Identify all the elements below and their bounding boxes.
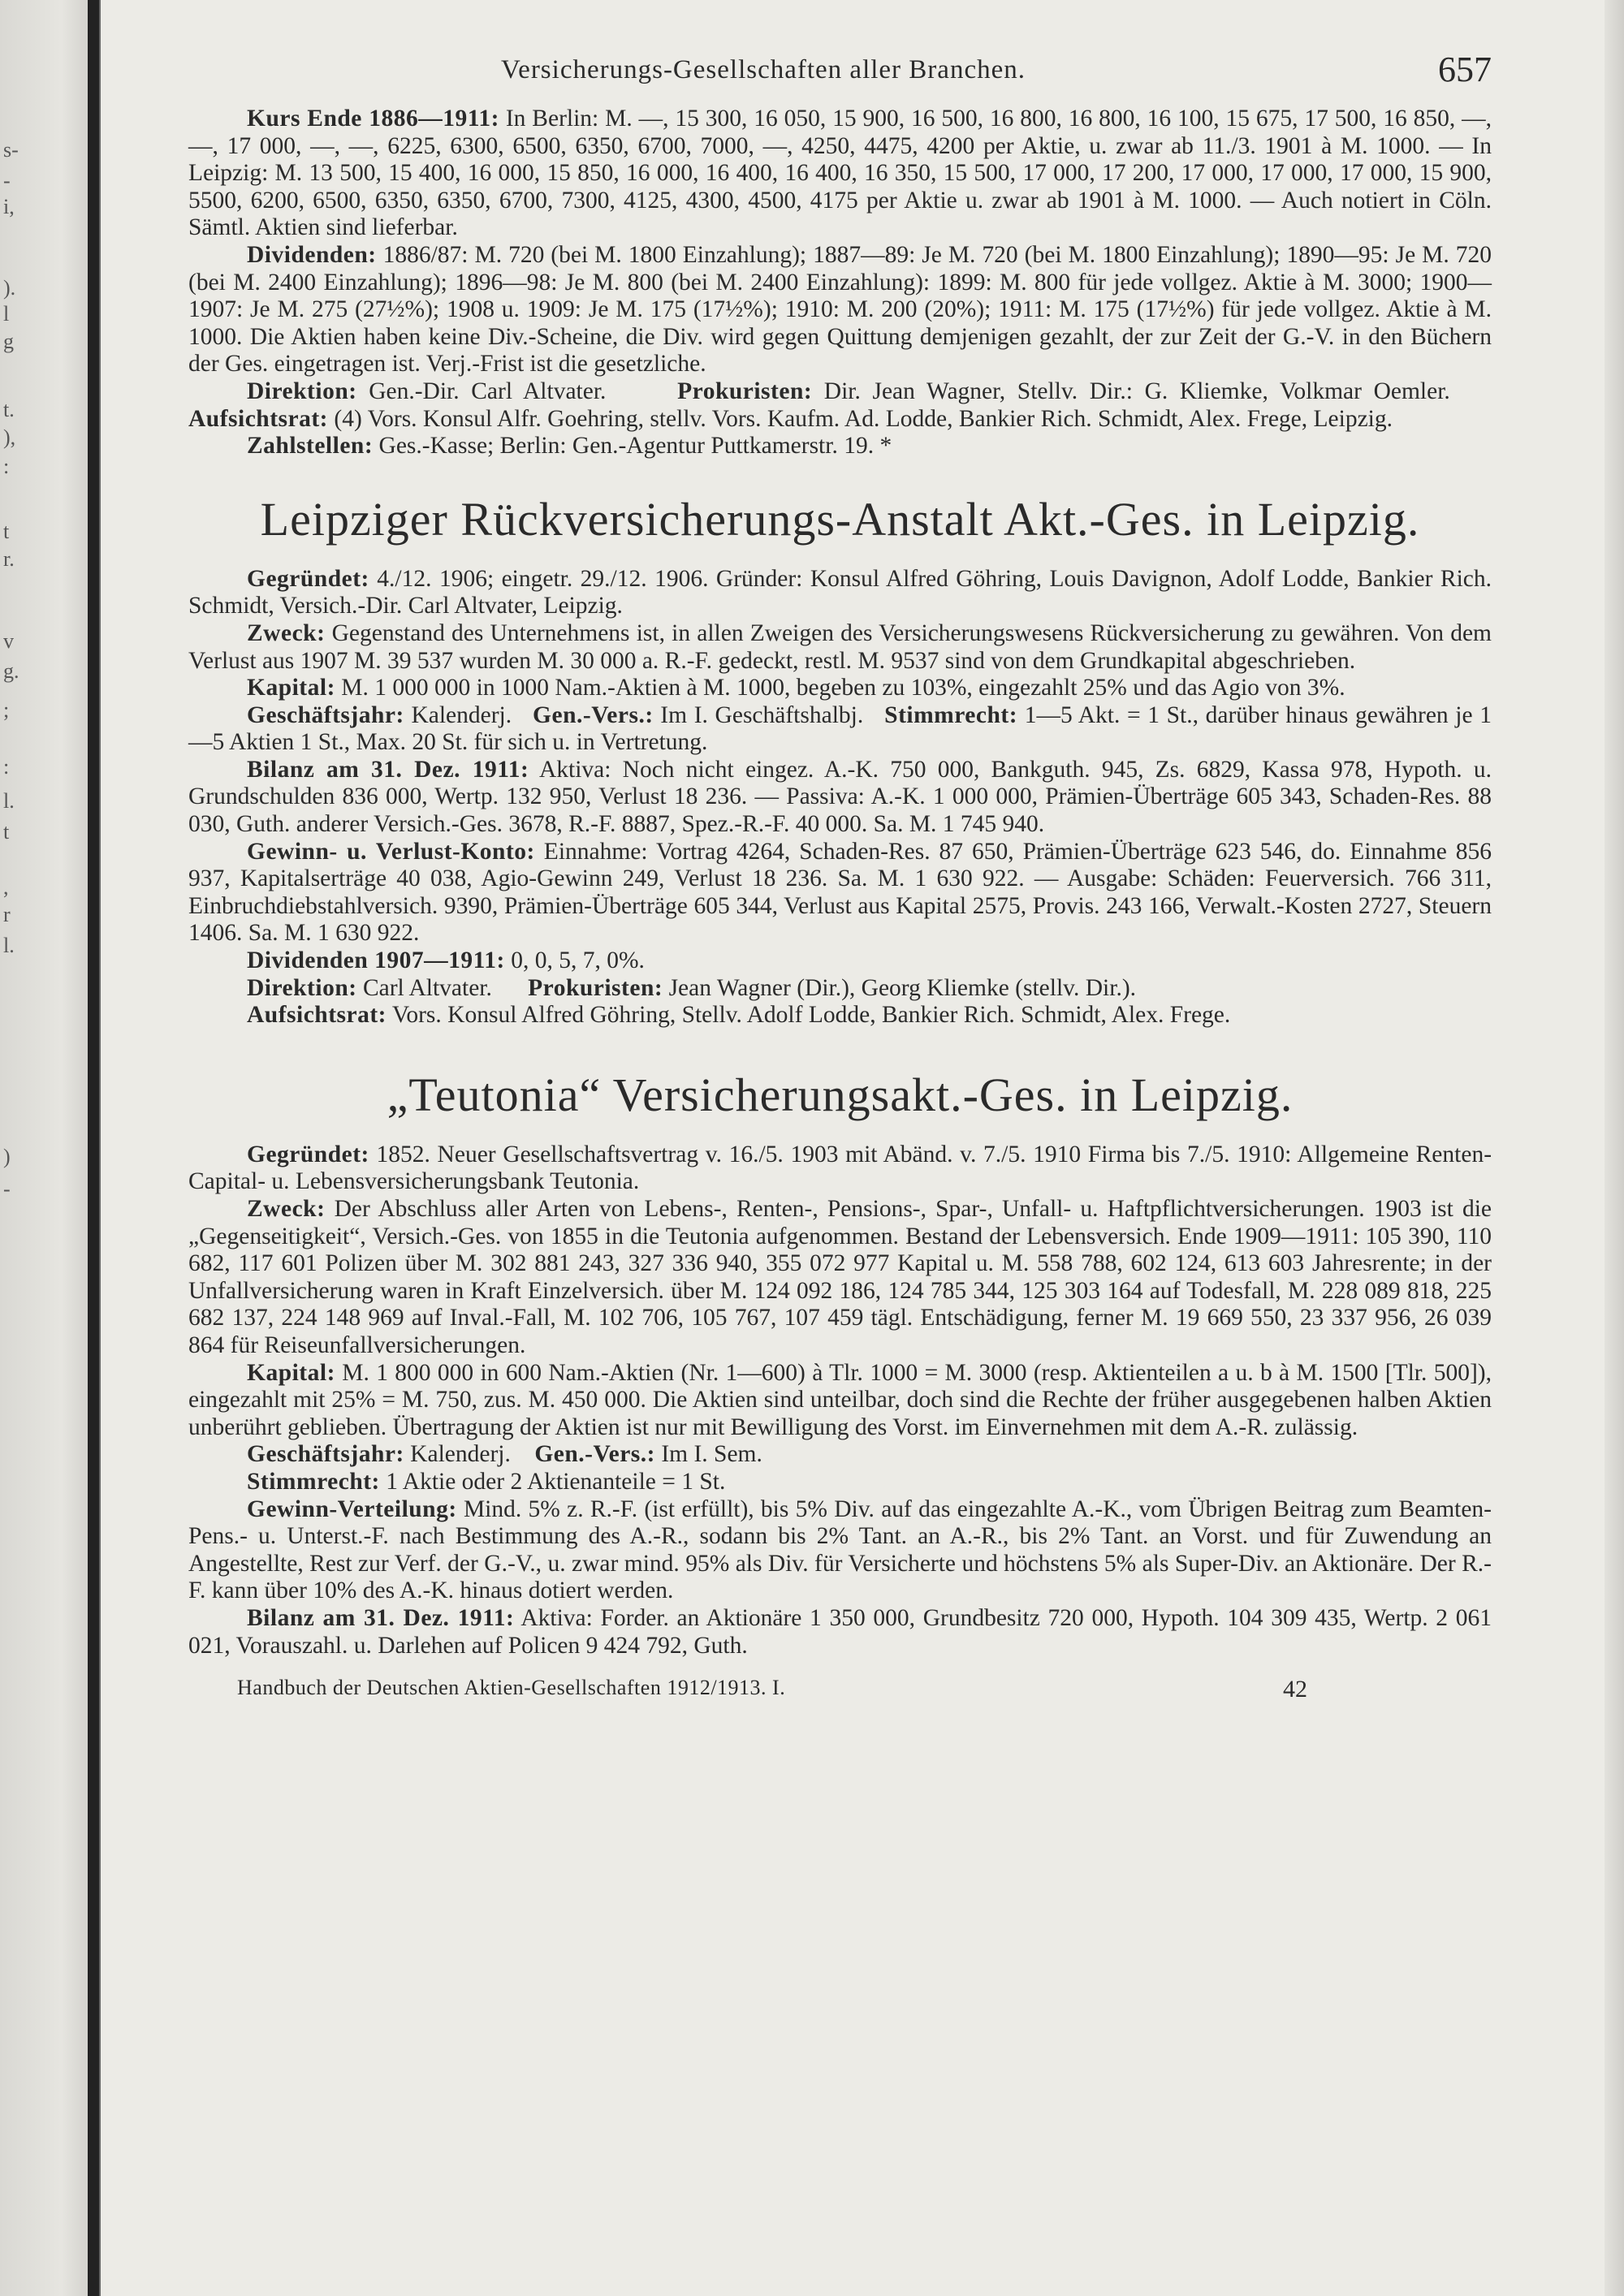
geschaeftsjahr-text: Kalenderj. — [411, 701, 512, 728]
bilanz-text: Aktiva: Noch nicht eingez. A.-K. 750 000, Bankguth. 945, Zs. 6829, Kassa 978, Hypoth. u. Grundschulden 836 000, Wertp. 132 950, Verlust 18 236. — Passiva: A.-K. 1 000 000, Prämien-Überträge 605 343, Schaden-Res. 88 030, Guth. anderer Versich.-Ges. 3678, R.-F. 8887, Spez.-R.-F. 40 000. Sa. M. 1 745 940. — [188, 756, 1492, 838]
aufsichtsrat-text: (4) Vors. Konsul Alfr. Goehring, stellv. Vors. Kaufm. Ad. Lodde, Bankier Rich. Schmidt, Alex. Frege, Leipzig. — [334, 405, 1393, 432]
bilanz-paragraph — [188, 757, 1492, 839]
stimmrecht-paragraph — [188, 1469, 1492, 1496]
margin-fragment: ), — [3, 425, 16, 449]
kurs-text: In Berlin: M. —, 15 300, 16 050, 15 900, 16 500, 16 800, 16 800, 16 100, 15 675, 17 500, 16 850, —, —, 17 000, —, —, 6225, 6300, 6500, 6350, 6700, 7000, —, 4250, 4475, 4200 per Aktie, u. zwar ab 11./3. 1901 à M. 1000. — In Leipzig: M. 13 500, 15 400, 16 000, 15 850, 16 000, 16 400, 16 400, 16 350, 15 500, 17 000, 17 200, 17 000, 17 000, 17 000, 15 900, 5500, 6200, 6500, 6350, 6350, 6700, 7300, 4125, 4300, 4500, 4175 per Aktie u. zwar ab 1901 à M. 1000. — Auch notiert in Cöln. Sämtl. Aktien sind lieferbar. — [188, 106, 1492, 241]
stimmrecht-label: Stimmrecht: — [884, 701, 1018, 728]
margin-fragment: g — [3, 330, 14, 353]
gewinn-verlust-paragraph — [188, 839, 1492, 947]
zweck-label: Zweck: — [247, 1196, 326, 1222]
gewinn-verlust-label: Gewinn- u. Verlust-Konto: — [247, 838, 535, 865]
teutonia-entry — [188, 1067, 1492, 1659]
management-paragraph — [188, 378, 1492, 433]
gegruendet-text: 1852. Neuer Gesellschaftsvertrag v. 16./5. 1903 mit Abänd. v. 7./5. 1910 Firma bis 7./5. 1910: Allgemeine Renten-Capital- u. Lebensversicherungsbank Teutonia. — [188, 1141, 1492, 1195]
margin-fragment: ; — [3, 698, 10, 722]
bilanz-label: Bilanz am 31. Dez. 1911: — [247, 756, 529, 783]
geschaeftsjahr-label: Geschäftsjahr: — [247, 701, 404, 728]
margin-fragment: - — [3, 1177, 11, 1201]
gen-vers-label: Gen.-Vers.: — [533, 701, 654, 728]
stimmrecht-text: 1 Aktie oder 2 Aktienanteile = 1 St. — [386, 1468, 726, 1495]
direktion-paragraph — [188, 975, 1492, 1003]
zahlstellen-paragraph — [188, 433, 1492, 460]
gewinn-verteilung-text: Mind. 5% z. R.-F. (ist erfüllt), bis 5% Div. auf das eingezahlte A.-K., vom Übrigen Beitrag zum Beamten-Pens.- u. Unterst.-F. nach Bestimmung des A.-R., sodann bis 2% Tant. an A.-R., bis 2% Tant. an Vorst. und für Zuwendung an Angestellte, Rest zur Verf. der G.-V., u. zwar mind. 95% als Div. für Versicherte und höchstens 5% als Super-Div. an Aktionäre. Der R.-F. kann über 10% des A.-K. hinaus dotiert werden. — [188, 1495, 1492, 1604]
margin-fragment: r — [3, 903, 11, 926]
kapital-paragraph — [188, 675, 1492, 702]
kurs-paragraph — [188, 106, 1492, 242]
gegruendet-paragraph — [188, 1142, 1492, 1196]
dividenden-paragraph — [188, 947, 1492, 975]
margin-fragment: s- — [3, 138, 19, 162]
kurs-label: Kurs Ende 1886—1911: — [247, 106, 499, 132]
gegruendet-text: 4./12. 1906; eingetr. 29./12. 1906. Gründer: Konsul Alfred Göhring, Louis Davignon, Adolf Lodde, Bankier Rich. Schmidt, Versich.-Dir. Carl Altvater, Leipzig. — [188, 565, 1492, 619]
zweck-text: Der Abschluss aller Arten von Lebens-, Renten-, Pensions-, Spar-, Unfall- u. Haftpflichtversicherungen. 1903 ist die „Gegenseitigkeit“, Versich.-Ges. von 1855 in die Teutonia aufgenommen. Bestand der Lebensversich. Ende 1909—1911: 105 390, 110 682, 117 601 Polizen über M. 302 881 243, 327 336 940, 355 072 977 Kapital u. M. 558 788, 602 124, 613 603 Jahresrente; in der Unfallversicherung waren in Kraft Einzelversich. über M. 124 092 186, 124 785 344, 125 303 164 auf Todesfall, M. 228 089 818, 225 682 137, 224 148 969 auf Inval.-Fall, M. 102 706, 105 767, 107 459 tägl. Entschädigung, ferner M. 19 669 550, 23 337 956, 26 039 864 für Reiseunfallversicherungen. — [188, 1196, 1492, 1358]
margin-fragment: , — [3, 875, 9, 899]
margin-fragment: - — [3, 169, 11, 192]
gegruendet-label: Gegründet: — [247, 565, 369, 592]
gewinn-verteilung-label: Gewinn-Verteilung: — [247, 1495, 457, 1522]
direktion-text: Carl Altvater. — [362, 974, 492, 1001]
prokuristen-label: Prokuristen: — [677, 378, 813, 404]
margin-fragment: v — [3, 629, 14, 653]
company-heading: „Teutonia“ Versicherungsakt.-Ges. in Leipzig. — [387, 1068, 1294, 1121]
zweck-paragraph — [188, 620, 1492, 675]
gewinn-verteilung-paragraph — [188, 1496, 1492, 1605]
margin-fragment: g. — [3, 659, 19, 683]
margin-fragment: l — [3, 302, 10, 326]
margin-fragment: t. — [3, 398, 15, 421]
margin-fragment: : — [3, 755, 10, 779]
zweck-paragraph — [188, 1196, 1492, 1360]
margin-fragment: i, — [3, 195, 15, 218]
running-title: Versicherungs-Gesellschaften aller Branchen. — [501, 55, 1026, 84]
margin-fragment: t — [3, 520, 10, 543]
margin-fragment: r. — [3, 547, 15, 571]
aufsichtsrat-label: Aufsichtsrat: — [188, 405, 329, 432]
aufsichtsrat-label: Aufsichtsrat: — [247, 1002, 387, 1029]
gen-vers-text: Im I. Geschäftshalbj. — [660, 701, 864, 728]
kapital-paragraph — [188, 1360, 1492, 1442]
gen-vers-label: Gen.-Vers.: — [534, 1441, 655, 1468]
gegruendet-label: Gegründet: — [247, 1141, 369, 1167]
margin-fragment: t — [3, 820, 10, 844]
zahlstellen-label: Zahlstellen: — [247, 433, 374, 460]
bilanz-paragraph — [188, 1605, 1492, 1659]
binding-gutter — [88, 0, 101, 2296]
page-number: 657 — [1438, 50, 1492, 89]
prokuristen-text: Dir. Jean Wagner, Stellv. Dir.: G. Kliemke, Volkmar Oemler. — [823, 378, 1450, 404]
dividenden-text: 0, 0, 5, 7, 0%. — [511, 947, 645, 974]
bilanz-label: Bilanz am 31. Dez. 1911: — [247, 1604, 515, 1631]
gegruendet-paragraph — [188, 566, 1492, 620]
leipziger-entry — [188, 491, 1492, 1029]
dividends-text: 1886/87: M. 720 (bei M. 1800 Einzahlung); 1887—89: Je M. 720 (bei M. 1800 Einzahlung); 1890—95: Je M. 720 (bei M. 2400 Einzahlung); 1896—98: Je M. 800 (bei M. 2400 Einzahlung): 1899: M. 800 für jede vollgez. Aktie à M. 3000; 1900—1907: Je M. 275 (27½%); 1908 u. 1909: Je M. 175 (17½%); 1910: M. 200 (20%); 1911: M. 175 (17½%) für jede vollgez. Aktie à M. 1000. Die Aktien haben keine Div.-Scheine, die Div. wird gegen Quittung demjenigen gezahlt, der zur Zeit der G.-V. in den Büchern der Ges. eingetragen ist. Verj.-Frist ist die gesetzliche. — [188, 241, 1492, 378]
dividends-label: Dividenden: — [247, 241, 377, 268]
margin-fragment: ) — [3, 1145, 11, 1168]
running-head — [188, 49, 1492, 106]
gen-vers-text: Im I. Sem. — [661, 1441, 762, 1468]
footer-text: Handbuch der Deutschen Aktien-Gesellschaften 1912/1913. I. — [237, 1676, 786, 1700]
dividenden-label: Dividenden 1907—1911: — [247, 947, 505, 974]
kapital-label: Kapital: — [247, 675, 335, 701]
page — [188, 49, 1492, 1708]
zweck-label: Zweck: — [247, 619, 326, 646]
page-edge — [1605, 0, 1624, 2296]
direktion-label: Direktion: — [247, 378, 357, 404]
prokuristen-text: Jean Wagner (Dir.), Georg Kliemke (stellv. Dir.). — [668, 974, 1137, 1001]
bilanz-text: Aktiva: Forder. an Aktionäre 1 350 000, Grundbesitz 720 000, Hypoth. 104 309 435, Wertp. 2 061 021, Vorauszahl. u. Darlehen auf Policen 9 424 792, Guth. — [188, 1604, 1492, 1659]
geschaeftsjahr-text: Kalenderj. — [410, 1441, 511, 1468]
stimmrecht-label: Stimmrecht: — [247, 1468, 380, 1495]
aufsichtsrat-text: Vors. Konsul Alfred Göhring, Stellv. Adolf Lodde, Bankier Rich. Schmidt, Alex. Frege. — [391, 1002, 1231, 1029]
gewinn-verlust-text: Einnahme: Vortrag 4264, Schaden-Res. 87 650, Prämien-Überträge 623 546, do. Einnahme 856 937, Kapitalserträge 40 038, Agio-Gewinn 249, Verlust 18 236. Sa. M. 1 630 922. — Ausgabe: Schäden: Feuerversich. 766 311, Einbruchdiebstahlversich. 9390, Prämien-Überträge 605 344, Verlust aus Kapital 2575, Provis. 243 166, Verwalt.-Kosten 2727, Steuern 1406. Sa. M. 1 630 922. — [188, 838, 1492, 947]
aufsichtsrat-paragraph — [188, 1002, 1492, 1029]
zweck-text: Gegenstand des Unternehmens ist, in allen Zweigen des Versicherungswesens Rückversicherung zu gewähren. Von dem Verlust aus 1907 M. 39 537 wurden M. 30 000 a. R.-F. gedeckt, restl. M. 9537 sind von dem Grundkapital abgeschrieben. — [188, 619, 1492, 674]
company-heading: Leipziger Rückversicherungs-Anstalt Akt.-Ges. in Leipzig. — [260, 492, 1420, 546]
sheet-number: 42 — [1283, 1676, 1307, 1703]
geschaeftsjahr-label: Geschäftsjahr: — [247, 1441, 404, 1468]
prokuristen-label: Prokuristen: — [528, 974, 663, 1001]
kapital-text: M. 1 000 000 in 1000 Nam.-Aktien à M. 1000, begeben zu 103%, eingezahlt 25% und das Agio von 3%. — [341, 675, 1345, 701]
geschaeftsjahr-paragraph — [188, 702, 1492, 757]
margin-fragment: l. — [3, 934, 15, 957]
kapital-text: M. 1 800 000 in 600 Nam.-Aktien (Nr. 1—600) à Tlr. 1000 = M. 3000 (resp. Aktienteilen a u. b à M. 1500 [Tlr. 500]), eingezahlt mit 25% = M. 750, zus. M. 450 000. Die Aktien sind unteilbar, doch sind die Rechte der früher ausgegebenen halben Aktien unberührt geblieben. Übertragung der Aktien ist nur mit Bewilligung des Vorst. im Einvernehmen mit dem A.-R. zulässig. — [188, 1359, 1492, 1440]
zahlstellen-text: Ges.-Kasse; Berlin: Gen.-Agentur Puttkamerstr. 19. * — [378, 433, 892, 460]
margin-fragment: : — [3, 455, 10, 478]
dividends-paragraph — [188, 242, 1492, 378]
geschaeftsjahr-paragraph — [188, 1441, 1492, 1469]
margin-fragment: l. — [3, 789, 15, 813]
margin-fragment: ). — [3, 276, 16, 300]
facing-page-strip — [0, 0, 88, 2296]
previous-entry — [188, 106, 1492, 460]
page-footer — [188, 1676, 1492, 1708]
stimmrecht-text: 1—5 Akt. = 1 St., darüber hinaus gewähren je 1—5 Aktien 1 St., Max. 20 St. für sich u. in Vertretung. — [188, 701, 1492, 756]
kapital-label: Kapital: — [247, 1359, 335, 1386]
direktion-label: Direktion: — [247, 974, 357, 1001]
direktion-text: Gen.-Dir. Carl Altvater. — [369, 378, 607, 404]
